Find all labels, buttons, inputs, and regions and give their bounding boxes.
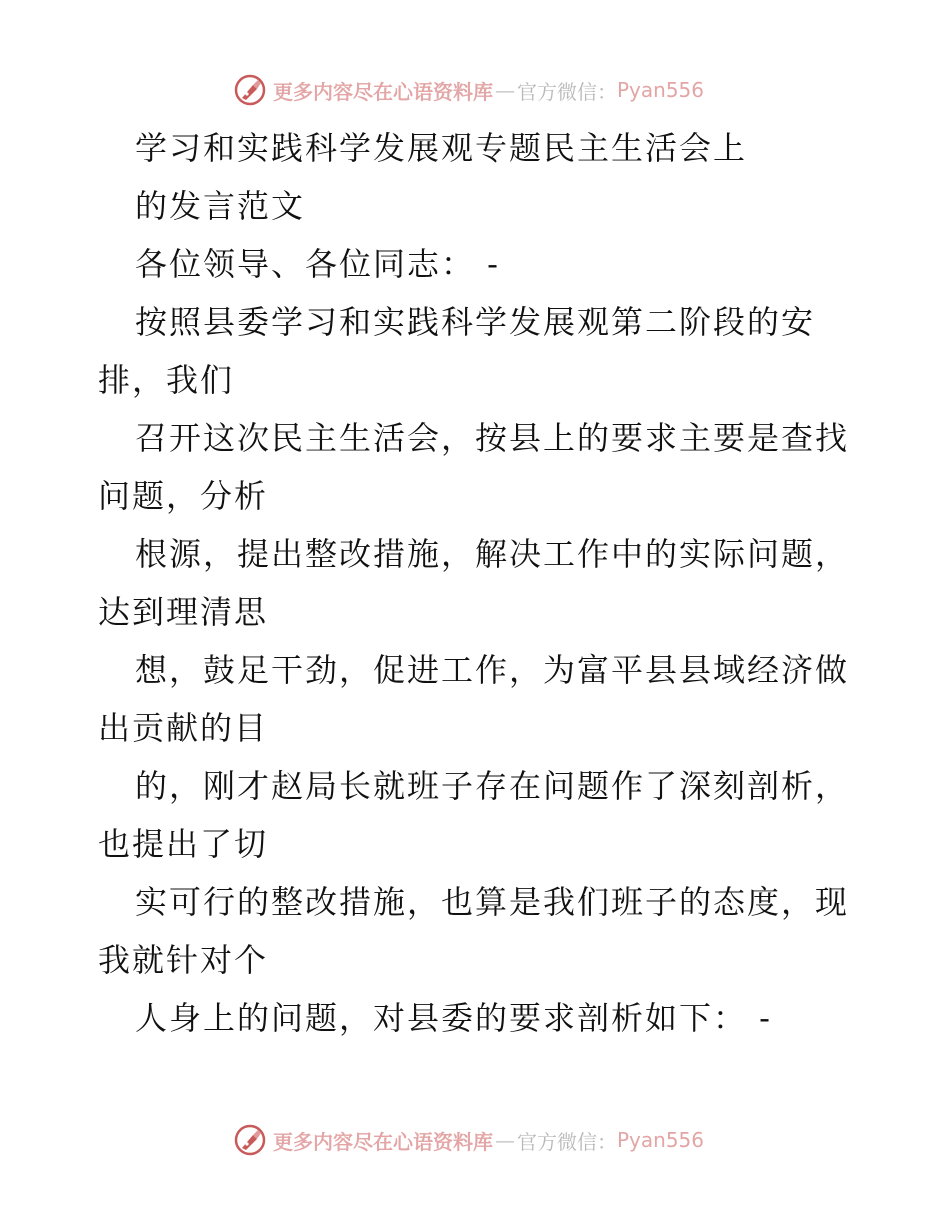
watermark-dash: — — [495, 78, 515, 102]
paragraph-line: 的，刚才赵局长就班子存在问题作了深刻剖析， — [135, 767, 850, 805]
paragraph-line: 根源，提出整改措施，解决工作中的实际问题， — [135, 535, 850, 573]
paragraph-line: 人身上的问题，对县委的要求剖析如下： - — [135, 999, 772, 1037]
paragraph-line: 实可行的整改措施，也算是我们班子的态度，现 — [135, 883, 850, 921]
salutation: 各位领导、各位同志： - — [135, 245, 500, 283]
paragraph-line: 想，鼓足干劲，促进工作，为富平县县域经济做 — [135, 651, 850, 689]
paragraph-line: 召开这次民主生活会，按县上的要求主要是查找 — [135, 419, 850, 457]
header-watermark — [233, 72, 704, 108]
pen-nib-logo-icon — [233, 1123, 267, 1157]
watermark-site-text: 更多内容尽在心语资料库 — [273, 1129, 493, 1154]
paragraph-line: 我就针对个 — [98, 941, 269, 979]
paragraph-line: 达到理清思 — [98, 593, 269, 631]
watermark-dash: — — [495, 1128, 515, 1152]
watermark-label: 官方微信： — [517, 79, 617, 104]
document-title-line-2: 的发言范文 — [135, 187, 306, 225]
document-title-line-1: 学习和实践科学发展观专题民主生活会上 — [135, 129, 748, 167]
watermark-site-text: 更多内容尽在心语资料库 — [273, 79, 493, 104]
footer-watermark — [233, 1122, 704, 1158]
paragraph-line: 也提出了切 — [98, 825, 269, 863]
watermark-wechat-id: Pyan556 — [617, 1128, 705, 1152]
paragraph-line: 按照县委学习和实践科学发展观第二阶段的安 — [135, 303, 816, 341]
pen-nib-logo-icon — [233, 73, 267, 107]
paragraph-line: 排，我们 — [98, 361, 235, 399]
paragraph-line: 问题，分析 — [98, 477, 269, 515]
paragraph-line: 出贡献的目 — [98, 709, 269, 747]
watermark-wechat-id: Pyan556 — [617, 78, 705, 102]
watermark-label: 官方微信： — [517, 1129, 617, 1154]
